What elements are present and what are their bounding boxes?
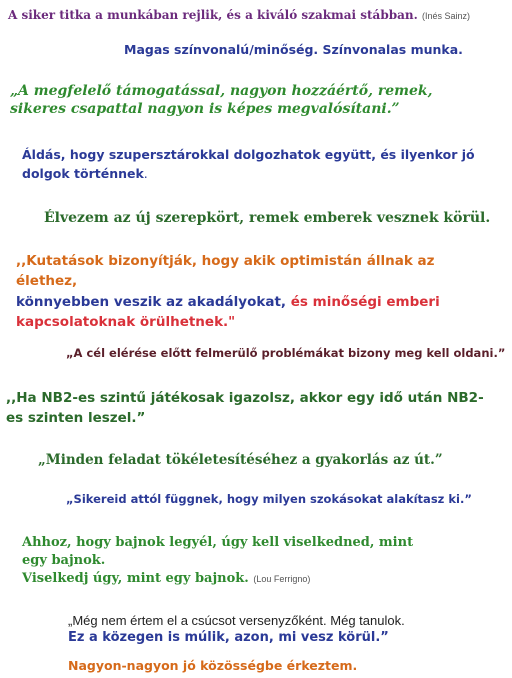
quote-goal-problems: „A cél elérése előtt felmerülő problémákat bizony meg kell oldani.” xyxy=(66,346,506,360)
quote-practice: „Minden feladat tökéletesítéséhez a gyakorlás az út.” xyxy=(38,452,443,468)
quote-line-1: Ahhoz, hogy bajnok legyél, úgy kell viselkedned, mint egy bajnok. xyxy=(22,535,414,568)
quote-author: (Lou Ferrigno) xyxy=(253,573,311,584)
quote-end: . xyxy=(143,165,148,181)
quote-support-team: „A megfelelő támogatással, nagyon hozzáértő, remek, sikeres csapattal nagyon is képes megvalósítani.” xyxy=(10,83,433,118)
quote-optimists xyxy=(16,251,446,332)
quote-author: (Inés Sainz) xyxy=(421,11,471,21)
quote-success-secret xyxy=(8,8,470,23)
quote-habits: „Sikereid attól függnek, hogy milyen szokásokat alakítasz ki.” xyxy=(66,492,472,506)
quote-text: A siker titka a munkában rejlik, és a kiváló szakmai stábban. xyxy=(8,8,418,22)
quote-line-2b: és minőségi emberi kapcsolatoknak örülhetnek." xyxy=(16,293,440,330)
quote-champion xyxy=(22,534,442,588)
quote-nb2-players: ,,Ha NB2-es szintű játékosak igazolsz, akkor egy idő után NB2-es szinten leszel.” xyxy=(6,390,484,427)
quote-line-2a: könnyebben veszik az akadályokat, xyxy=(16,293,291,310)
quote-new-role: Élvezem az új szerepkört, remek emberek vesznek körül. xyxy=(44,210,491,226)
quote-line-1: ,,Kutatások bizonyítják, hogy akik optimistán állnak az élethez, xyxy=(16,253,435,290)
quote-line-2: Ez a közegen is múlik, azon, mi vesz körül.” xyxy=(68,630,389,646)
quote-still-learning xyxy=(68,612,405,646)
quote-text: Áldás, hogy szupersztárokkal dolgozhatok együtt, és ilyenkor jó dolgok történnek xyxy=(22,147,475,181)
quote-superstars xyxy=(22,146,492,184)
quote-line-1: „Még nem értem el a csúcsot versenyzőként. Még tanulok. xyxy=(68,613,405,628)
quote-community: Nagyon-nagyon jó közösségbe érkeztem. xyxy=(68,658,358,673)
quote-line-2: Viselkedj úgy, mint egy bajnok. xyxy=(22,570,249,586)
quote-quality: Magas színvonalú/minőség. Színvonalas munka. xyxy=(124,42,463,57)
